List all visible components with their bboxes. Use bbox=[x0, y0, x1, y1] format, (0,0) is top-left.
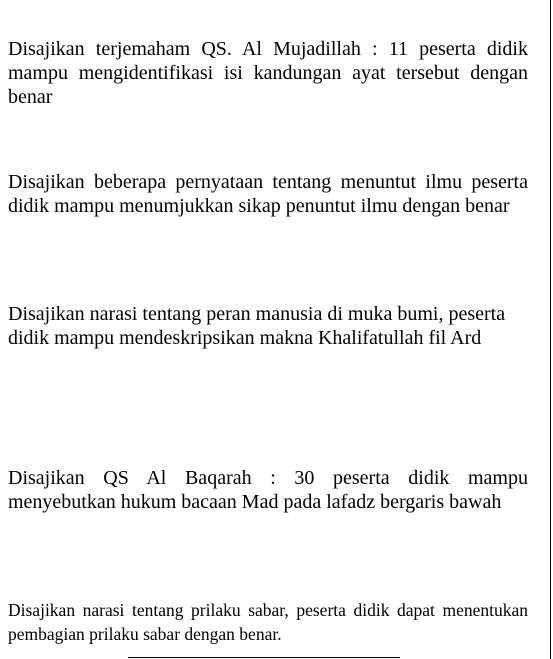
indicator-paragraph-5: Disajikan narasi tentang prilaku sabar, peserta didik dapat menentukan pembagian prilaku sabar dengan benar. bbox=[8, 600, 528, 644]
bottom-rule bbox=[128, 657, 400, 658]
table-right-border bbox=[550, 0, 551, 659]
indicator-paragraph-1: Disajikan terjemaham QS. Al Mujadillah : 11 peserta didik mampu mengidentifikasi isi kandungan ayat tersebut dengan benar bbox=[8, 38, 528, 108]
indicator-paragraph-4: Disajikan QS Al Baqarah : 30 peserta didik mampu menyebutkan hukum bacaan Mad pada lafadz bergaris bawah bbox=[8, 467, 528, 513]
indicator-paragraph-3: Disajikan narasi tentang peran manusia di muka bumi, peserta didik mampu mendeskripsikan makna Khalifatullah fil Ard bbox=[8, 303, 506, 349]
indicator-paragraph-2: Disajikan beberapa pernyataan tentang menuntut ilmu peserta didik mampu menumjukkan sikap penuntut ilmu dengan benar bbox=[8, 171, 528, 217]
